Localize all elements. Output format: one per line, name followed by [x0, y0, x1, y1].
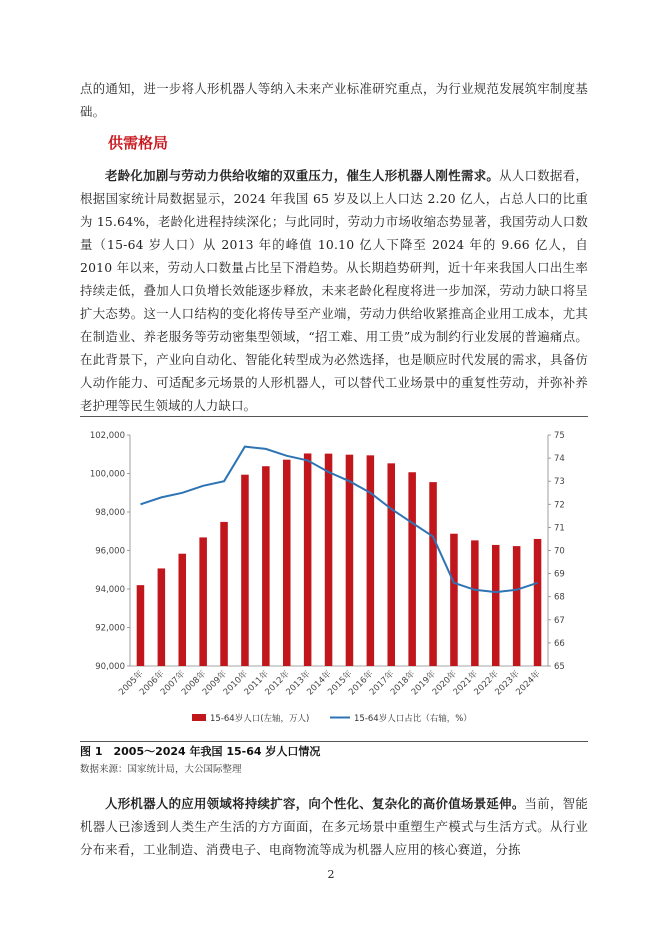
x-tick-label: 2005年	[117, 669, 146, 698]
x-tick-label: 2007年	[158, 669, 188, 698]
bar-2011年	[262, 466, 270, 666]
left-axis-tick-label: 102,000	[89, 431, 125, 441]
x-tick-label: 2024年	[514, 669, 543, 698]
population-chart	[80, 418, 588, 738]
bar-2023年	[513, 546, 521, 666]
paragraph-demand	[80, 164, 588, 417]
bar-2015年	[346, 455, 354, 666]
bar-2021年	[471, 540, 479, 666]
x-tick-label: 2022年	[472, 669, 501, 698]
paragraph-demand-body: 从人口数据看，根据国家统计局数据显示，2024 年我国 65 岁及以上人口达 2.20 亿人，占总人口的比重为 15.64%，老龄化进程持续深化；与此同时，劳动力市场收缩态势显著，我国劳动人口数量（15-64 岁人口）从 2013 年的峰值 10.10 亿人下降至 2024 年的 9.66 亿人，自 2010 年以来，劳动人口数量占比呈下滑趋势。从长期趋势研判，近十年来我国人口出生率持续走低，叠加人口负增长效能逐步释放，未来老龄化程度将进一步加深，劳动力缺口将呈扩大态势。这一人口结构的变化将传导至产业端，劳动力供给收紧推高企业用工成本，尤其在制造业、养老服务等劳动密集型领域，“招工难、用工贵”成为制约行业发展的普遍痛点。在此背景下，产业向自动化、智能化转型成为必然选择，也是顺应时代发展的需求，具备仿人动作能力、可适配多元场景的人形机器人，可以替代工业场景中的重复性劳动，并弥补养老护理等民生领域的人力缺口。	[80, 168, 588, 413]
right-axis-tick-label: 68	[554, 592, 565, 603]
bar-2007年	[178, 554, 186, 666]
legend-line-label: 15-64岁人口占比（右轴，%）	[354, 714, 472, 724]
figure-source: 数据来源：国家统计局，大公国际整理	[80, 764, 242, 775]
bar-2018年	[408, 472, 416, 666]
bar-2019年	[429, 482, 437, 666]
right-axis-tick-label: 73	[554, 477, 565, 488]
bar-2024年	[534, 539, 542, 666]
x-tick-label: 2016年	[347, 669, 376, 698]
right-axis-tick-label: 70	[554, 546, 565, 557]
x-tick-label: 2012年	[263, 669, 292, 698]
left-axis-tick-label: 98,000	[95, 508, 125, 518]
bar-2022年	[492, 545, 500, 666]
right-axis-tick-label: 72	[554, 500, 565, 511]
x-tick-label: 2008年	[179, 669, 209, 698]
bar-2005年	[137, 585, 145, 666]
right-axis-tick-label: 66	[554, 638, 565, 649]
x-tick-label: 2011年	[242, 669, 271, 698]
x-tick-label: 2006年	[138, 669, 167, 698]
bar-2016年	[367, 455, 375, 666]
figure-bottom-rule	[80, 741, 588, 742]
right-axis-tick-label: 74	[554, 454, 565, 465]
right-axis-tick-label: 75	[554, 431, 565, 441]
x-tick-label: 2015年	[326, 669, 355, 698]
left-axis-tick-label: 94,000	[95, 585, 125, 595]
paragraph-application-lead: 人形机器人的应用领域将持续扩容，向个性化、复杂化的高价值场景延伸。	[105, 796, 525, 811]
x-tick-label: 2013年	[284, 669, 313, 698]
bar-2017年	[387, 463, 395, 666]
figure-caption: 图 1 2005～2024 年我国 15-64 岁人口情况	[80, 745, 321, 758]
x-tick-label: 2020年	[430, 669, 460, 698]
paragraph-demand-lead: 老龄化加剧与劳动力供给收缩的双重压力，催生人形机器人刚性需求。	[105, 168, 500, 183]
right-axis-tick-label: 69	[554, 569, 565, 580]
legend-bar-swatch	[192, 714, 206, 721]
bar-2014年	[325, 454, 333, 666]
x-tick-label: 2023年	[493, 669, 522, 698]
x-tick-label: 2017年	[367, 669, 397, 698]
bar-2020年	[450, 534, 458, 666]
right-axis-tick-label: 65	[554, 662, 565, 672]
bar-2009年	[220, 522, 228, 666]
bar-2008年	[199, 537, 207, 666]
figure-top-rule	[80, 416, 588, 417]
paragraph-application	[80, 792, 588, 861]
page-number: 2	[327, 868, 335, 881]
bar-2006年	[158, 568, 166, 666]
left-axis-tick-label: 100,000	[89, 469, 125, 480]
left-axis-tick-label: 96,000	[95, 546, 125, 557]
bar-2013年	[304, 453, 312, 666]
x-tick-label: 2014年	[305, 669, 334, 698]
right-axis-tick-label: 71	[554, 523, 565, 534]
x-tick-label: 2009年	[200, 669, 230, 698]
section-title: 供需格局	[108, 134, 169, 152]
x-tick-label: 2021年	[451, 669, 480, 698]
bar-2010年	[241, 475, 249, 666]
intro-paragraph: 点的通知，进一步将人形机器人等纳入未来产业标准研究重点，为行业规范发展筑牢制度基础。	[80, 81, 588, 119]
left-axis-tick-label: 92,000	[95, 623, 125, 634]
legend-bar-label: 15-64岁人口(左轴，万人)	[210, 714, 310, 724]
left-axis-tick-label: 90,000	[95, 662, 125, 672]
right-axis-tick-label: 67	[554, 615, 565, 626]
x-tick-label: 2018年	[388, 669, 418, 698]
x-tick-label: 2019年	[409, 669, 439, 698]
bar-2012年	[283, 460, 291, 666]
paragraph-application-body: 当前，智能机器人已渗透到人类生产生活的方方面面，在多元场景中重塑生产模式与生活方式。从行业分布来看，工业制造、消费电子、电商物流等成为机器人应用的核心赛道，分拣	[80, 796, 588, 857]
x-tick-label: 2010年	[221, 669, 251, 698]
